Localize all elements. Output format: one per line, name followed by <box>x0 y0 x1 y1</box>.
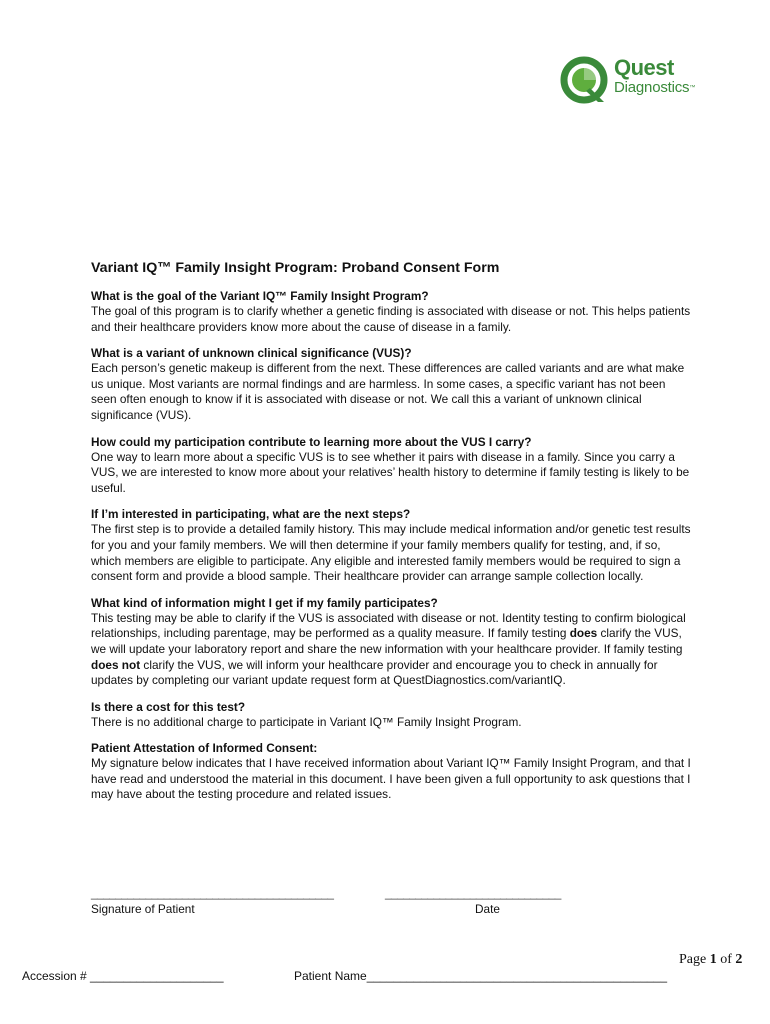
emphasis-text: does <box>569 626 598 641</box>
section-answer <box>91 361 691 423</box>
section-question: How could my participation contribute to learning more about the VUS I carry? <box>91 434 532 449</box>
date-line[interactable]: _____________________________ <box>385 886 561 900</box>
section-answer <box>91 304 691 335</box>
answer-text: clarify the VUS, we will update your laboratory report and share the new information with your healthcare provider. If family testing <box>91 626 683 656</box>
form-title: Variant IQ™ Family Insight Program: Proband Consent Form <box>91 260 500 276</box>
section-question: If I’m interested in participating, what are the next steps? <box>91 507 411 522</box>
section-question: What kind of information might I get if my family participates? <box>91 595 438 610</box>
date-signature-block <box>385 885 561 917</box>
answer-text: clarify the VUS, we will inform your healthcare provider and encourage you to check in annually for updates by completing our variant update request form at QuestDiagnostics.com/variantIQ. <box>91 657 658 688</box>
section-question: What is the goal of the Variant IQ™ Family Insight Program? <box>91 289 429 303</box>
form-sections <box>91 288 691 803</box>
faq-section <box>91 699 691 731</box>
patient-signature-block <box>91 885 333 917</box>
answer-text: Each person’s genetic makeup is different from the next. These differences are called variants and are what make us unique. Most variants are normal findings and are harmless. In some cases, a specific variant has not been seen often enough to know if it is associated with disease or not. We call this a variant of unknown clinical significance (VUS). <box>91 361 685 422</box>
accession-number-field[interactable]: Accession # ____________________ <box>22 969 224 983</box>
section-answer <box>91 715 691 731</box>
faq-section <box>91 506 691 584</box>
emphasis-text: does not <box>91 657 141 672</box>
answer-text: My signature below indicates that I have received information about Variant IQ™ Family Insight Program, and that I have read and understood the material in this document. I have been given a full opportunity to ask questions that I may have about the testing procedure and related issues. <box>91 756 691 802</box>
patient-signature-label: Signature of Patient <box>91 902 195 916</box>
faq-section <box>91 740 691 803</box>
faq-section <box>91 288 691 335</box>
faq-section <box>91 595 691 689</box>
section-answer <box>91 756 691 803</box>
section-question: What is a variant of unknown clinical significance (VUS)? <box>91 346 412 361</box>
patient-signature-line[interactable]: ________________________________________ <box>91 886 334 900</box>
section-answer <box>91 522 691 584</box>
logo-wordmark-quest: Quest <box>614 55 674 80</box>
patient-name-field[interactable]: Patient Name_____________________________________________ <box>294 969 668 983</box>
consent-form-body <box>91 258 691 813</box>
section-answer <box>91 611 691 689</box>
section-question: Patient Attestation of Informed Consent: <box>91 741 318 756</box>
date-label: Date <box>475 902 500 916</box>
answer-text: One way to learn more about a specific VUS is to see whether it pairs with disease in a family. Since you carry a VUS, we are interested to know more about your relatives’ health history to determine if family testing is likely to be useful. <box>91 449 690 495</box>
faq-section <box>91 345 691 423</box>
logo-wordmark-diagnostics: Diagnostics™ <box>614 79 696 96</box>
answer-text: The first step is to provide a detailed family history. This may include medical information and/or genetic test results for you and your family members. We will then determine if your family members qualify for testing, and, if so, which members are eligible to participate. Any eligible and interested family members would be required to sign a consent form and provide a blood sample. Their healthcare provider can arrange sample collection locally. <box>91 522 691 584</box>
answer-text: There is no additional charge to participate in Variant IQ™ Family Insight Program. <box>91 714 522 729</box>
quest-diagnostics-logo <box>560 55 710 105</box>
page-number: Page 1 of 2 <box>679 952 743 967</box>
faq-section <box>91 434 691 497</box>
answer-text: This testing may be able to clarify if the VUS is associated with disease or not. Identity testing to confirm biological relationships, including parentage, may be performed as a quality measure. If family testing <box>91 610 686 641</box>
answer-text: The goal of this program is to clarify whether a genetic finding is associated with disease or not. This helps patients and their healthcare providers know more about the cause of disease in a family. <box>91 304 691 334</box>
quest-logo-icon <box>560 55 610 105</box>
section-answer <box>91 450 691 497</box>
section-question: Is there a cost for this test? <box>91 699 246 714</box>
